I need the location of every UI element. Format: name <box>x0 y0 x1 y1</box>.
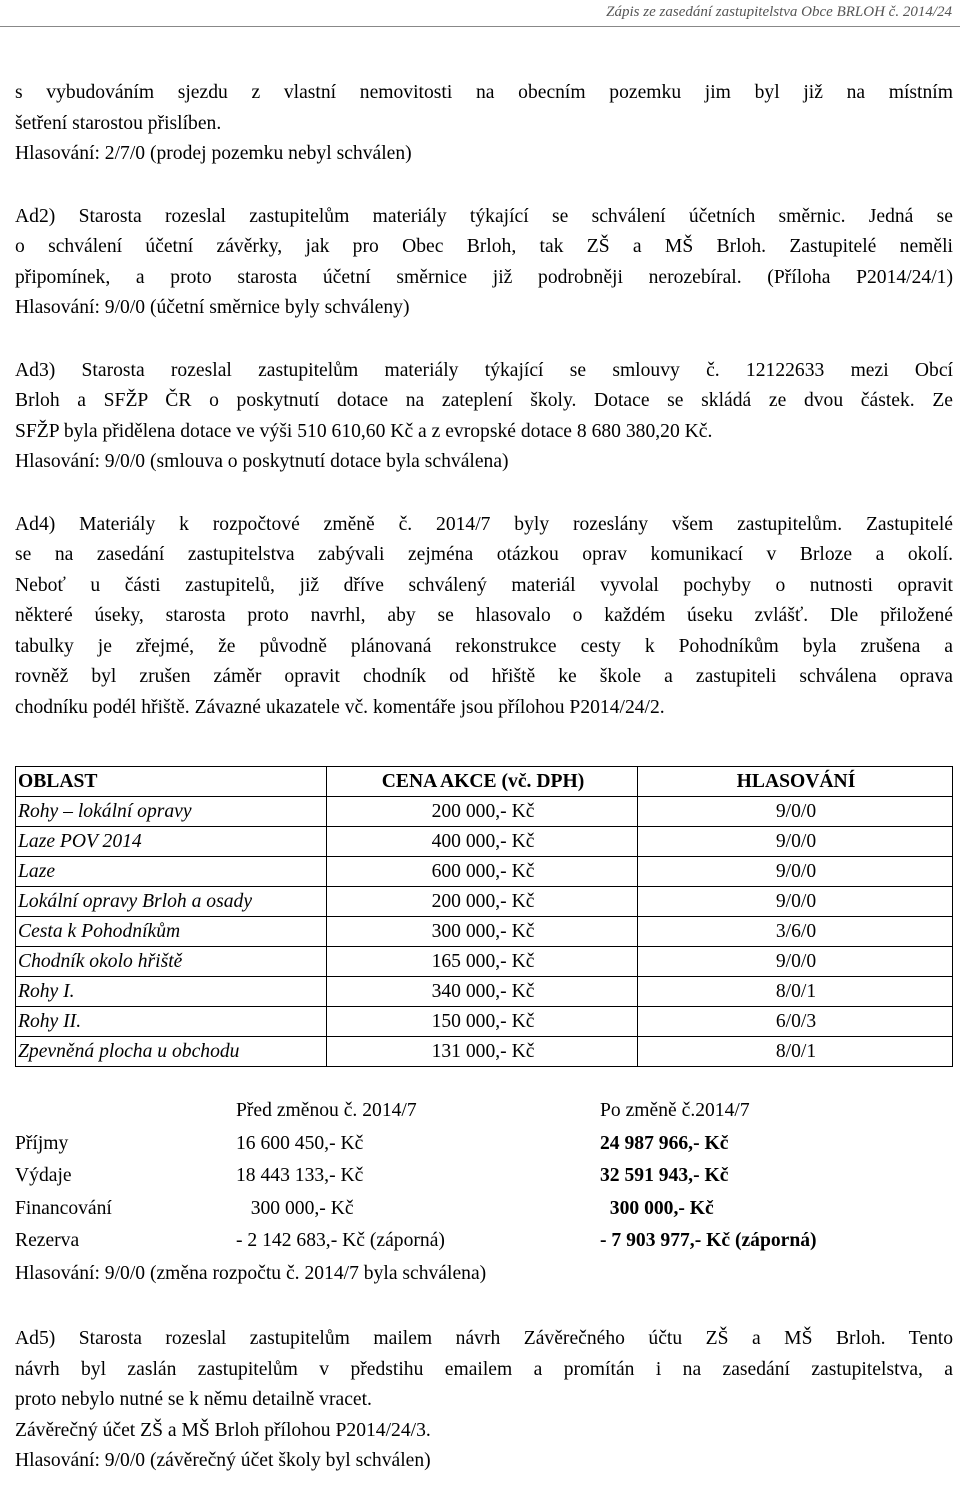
text-line: Ad4) Materiály k rozpočtové změně č. 2014/7 byly rozeslány všem zastupitelům. Zastupitelé <box>15 513 953 535</box>
table-row <box>16 1007 953 1037</box>
table-row <box>16 887 953 917</box>
cell-vote: 9/0/0 <box>638 827 953 857</box>
budget-row <box>15 1161 953 1194</box>
text-line: některé úseky, starosta proto navrhl, aby se hlasovalo o každém úseku zvlášť. Dle přiložené <box>15 605 953 626</box>
budget-header-row <box>15 1096 953 1129</box>
budget-before: - 2 142 683,- Kč (záporná) <box>236 1230 445 1251</box>
header-rule <box>0 26 960 27</box>
table-row <box>16 797 953 827</box>
cell-vote: 3/6/0 <box>638 917 953 947</box>
cell-area: Lokální opravy Brloh a osady <box>16 887 327 917</box>
paragraph-ad4 <box>15 510 953 724</box>
budget-change-summary <box>15 1096 953 1291</box>
road-works-table <box>15 766 953 1067</box>
cell-vote: 6/0/3 <box>638 1007 953 1037</box>
paragraph-ad5 <box>15 1324 953 1477</box>
table-header-row <box>16 767 953 797</box>
cell-price: 131 000,- Kč <box>327 1037 638 1067</box>
text-line: rovněž byl zrušen záměr opravit chodník od hřiště ke škole a zastupiteli schválena oprava <box>15 666 953 687</box>
budget-vote-row <box>15 1259 953 1292</box>
vote-line: Hlasování: 9/0/0 (závěrečný účet školy byl schválen) <box>15 1450 431 1471</box>
table-row <box>16 947 953 977</box>
vote-line: Hlasování: 9/0/0 (účetní směrnice byly schváleny) <box>15 297 410 318</box>
cell-price: 600 000,- Kč <box>327 857 638 887</box>
cell-area: Rohy – lokální opravy <box>16 797 327 827</box>
paragraph-gap <box>15 478 953 510</box>
budget-item: Rezerva <box>15 1230 80 1251</box>
text-line: Ad5) Starosta rozeslal zastupitelům mailem návrh Závěrečného účtu ZŠ a MŠ Brloh. Tento <box>15 1328 953 1349</box>
text-line: Neboť u části zastupitelů, již dříve schválený materiál vyvolal pochyby o nutnosti opravit <box>15 574 953 596</box>
text-line: SFŽP byla přidělena dotace ve výši 510 610,60 Kč a z evropské dotace 8 680 380,20 Kč. <box>15 420 713 442</box>
cell-vote: 9/0/0 <box>638 887 953 917</box>
text-line: proto nebylo nutné se k němu detailně vracet. <box>15 1389 372 1410</box>
cell-area: Laze POV 2014 <box>16 827 327 857</box>
cell-vote: 9/0/0 <box>638 947 953 977</box>
cell-price: 400 000,- Kč <box>327 827 638 857</box>
text-line: o schválení účetní závěrky, jak pro Obec Brloh, tak ZŠ a MŠ Brloh. Zastupitelé neměli <box>15 236 953 257</box>
budget-item: Financování <box>15 1197 112 1219</box>
cell-vote: 9/0/0 <box>638 857 953 887</box>
text-line: šetření starostou přislíben. <box>15 112 222 134</box>
text-line: návrh byl zaslán zastupitelům v předstihu emailem a promítán i na zasedání zastupitelstva, a <box>15 1358 953 1380</box>
cell-vote: 9/0/0 <box>638 797 953 827</box>
cell-price: 200 000,- Kč <box>327 887 638 917</box>
budget-after: 24 987 966,- Kč <box>600 1132 729 1154</box>
cell-price: 200 000,- Kč <box>327 797 638 827</box>
cell-vote: 8/0/1 <box>638 977 953 1007</box>
text-line: s vybudováním sjezdu z vlastní nemovitosti na obecním pozemku jim byl již na místním <box>15 82 953 103</box>
text-line: tabulky je zřejmé, že původně plánovaná rekonstrukce cesty k Pohodníkům byla zrušena a <box>15 635 953 657</box>
table-row <box>16 1037 953 1067</box>
paragraph-gap <box>15 324 953 356</box>
paragraph-gap <box>15 170 953 202</box>
column-header-price: CENA AKCE (vč. DPH) <box>327 767 638 797</box>
text-line: Ad3) Starosta rozeslal zastupitelům materiály týkající se smlouvy č. 12122633 mezi Obcí <box>15 359 953 381</box>
text-line: připomínek, a proto starosta účetní směrnice již podrobněji nerozebíral. (Příloha P2014/24/1) <box>15 266 953 288</box>
vote-line: Hlasování: 9/0/0 (smlouva o poskytnutí dotace byla schválena) <box>15 451 509 472</box>
text-line: Závěrečný účet ZŠ a MŠ Brloh přílohou P2014/24/3. <box>15 1419 431 1441</box>
cell-area: Chodník okolo hřiště <box>16 947 327 977</box>
cell-area: Rohy I. <box>16 977 327 1007</box>
table-row <box>16 827 953 857</box>
budget-before: 300 000,- Kč <box>236 1197 354 1219</box>
cell-price: 340 000,- Kč <box>327 977 638 1007</box>
vote-line: Hlasování: 9/0/0 (změna rozpočtu č. 2014/7 byla schválena) <box>15 1262 487 1284</box>
cell-area: Laze <box>16 857 327 887</box>
budget-item: Výdaje <box>15 1165 72 1186</box>
cell-price: 300 000,- Kč <box>327 917 638 947</box>
paragraph-ad5-text <box>15 1324 953 1477</box>
cell-area: Rohy II. <box>16 1007 327 1037</box>
text-line: Brloh a SFŽP ČR o poskytnutí dotace na zateplení školy. Dotace se skládá ze dvou částek. Ze <box>15 390 953 411</box>
column-after-change: Po změně č.2014/7 <box>600 1100 750 1121</box>
cell-area: Cesta k Pohodníkům <box>16 917 327 947</box>
budget-row <box>15 1129 953 1162</box>
vote-line: Hlasování: 2/7/0 (prodej pozemku nebyl schválen) <box>15 143 412 164</box>
cell-price: 150 000,- Kč <box>327 1007 638 1037</box>
cell-vote: 8/0/1 <box>638 1037 953 1067</box>
column-before-change: Před změnou č. 2014/7 <box>236 1100 417 1121</box>
budget-after: 300 000,- Kč <box>600 1197 714 1219</box>
table-row <box>16 977 953 1007</box>
budget-item: Příjmy <box>15 1132 69 1154</box>
running-header: Zápis ze zasedání zastupitelstva Obce BRLOH č. 2014/24 <box>606 4 952 20</box>
column-header-area: OBLAST <box>16 767 327 797</box>
text-line: chodníku podél hřiště. Závazné ukazatele vč. komentáře jsou přílohou P2014/24/2. <box>15 696 665 718</box>
cell-price: 165 000,- Kč <box>327 947 638 977</box>
budget-row <box>15 1194 953 1227</box>
budget-row <box>15 1226 953 1259</box>
budget-before: 16 600 450,- Kč <box>236 1132 364 1154</box>
budget-before: 18 443 133,- Kč <box>236 1165 364 1186</box>
paragraph-ad3 <box>15 356 953 478</box>
budget-after: 32 591 943,- Kč <box>600 1165 729 1186</box>
table-row <box>16 917 953 947</box>
paragraph-ad2 <box>15 202 953 324</box>
column-header-vote: HLASOVÁNÍ <box>638 767 953 797</box>
budget-after: - 7 903 977,- Kč (záporná) <box>600 1230 817 1251</box>
table-row <box>16 857 953 887</box>
paragraph-land-sale <box>15 78 953 170</box>
text-line: Ad2) Starosta rozeslal zastupitelům materiály týkající se schválení účetních směrnic. Jedná se <box>15 205 953 227</box>
body-text <box>15 78 953 723</box>
text-line: se na zasedání zastupitelstva zabývali zejména otázkou oprav komunikací v Brloze a okolí. <box>15 544 953 565</box>
cell-area: Zpevněná plocha u obchodu <box>16 1037 327 1067</box>
